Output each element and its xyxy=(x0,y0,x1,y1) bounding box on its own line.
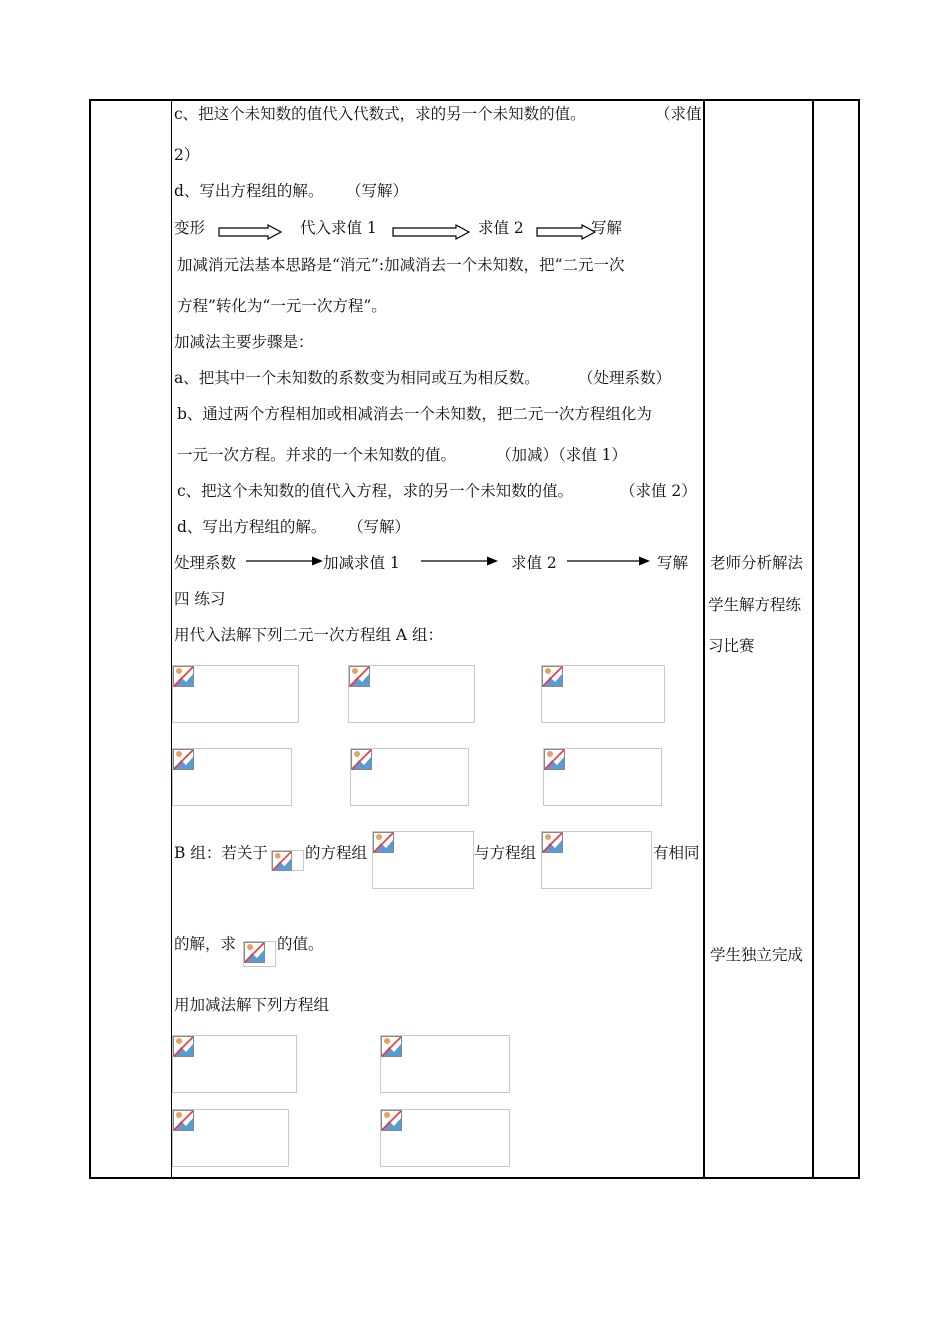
equation-image-c4 xyxy=(380,1109,510,1167)
group-b-text-5: 的解，求 xyxy=(174,935,237,953)
independent-work-note: 学生独立完成 xyxy=(710,946,804,964)
elim-step-d-tag: （写解） xyxy=(348,518,411,536)
arrow-right-icon xyxy=(567,555,651,567)
hollow-arrow-icon xyxy=(218,224,282,240)
broken-image-icon xyxy=(244,942,266,964)
arrow-right-icon xyxy=(246,555,324,567)
step-d-tag: （写解） xyxy=(346,182,409,200)
elim-step-a-tag: （处理系数） xyxy=(578,369,672,387)
broken-image-icon xyxy=(173,1036,195,1058)
flow1-step-3: 求值 2 xyxy=(478,219,524,237)
broken-image-icon xyxy=(272,851,293,872)
elim-step-b-tag: （加减）（求值 1） xyxy=(496,446,628,464)
equation-image-b2 xyxy=(541,831,652,889)
elim-step-b-line-1: b、通过两个方程相加或相减消去一个未知数，把二元一次方程组化为 xyxy=(177,405,652,423)
hollow-arrow-icon xyxy=(536,224,596,240)
group-b-text-4: 有相同 xyxy=(653,844,700,862)
table-column-divider-3 xyxy=(812,99,814,1179)
group-b-text-2: 的方程组 xyxy=(305,844,368,862)
equation-image-a1 xyxy=(172,665,299,723)
teacher-activity-note: 老师分析解法 xyxy=(710,554,804,572)
practice-group-a-heading: 用代入法解下列二元一次方程组 A 组： xyxy=(174,626,444,644)
elim-step-c: c、把这个未知数的值代入方程，求的另一个未知数的值。 xyxy=(177,482,574,500)
flow2-step-3: 求值 2 xyxy=(511,554,557,572)
hollow-arrow-icon xyxy=(392,224,470,240)
broken-image-icon xyxy=(173,666,195,688)
student-activity-note-2: 习比赛 xyxy=(708,637,755,655)
practice-elimination-heading: 用加减法解下列方程组 xyxy=(174,996,330,1014)
equation-image-a5 xyxy=(350,748,469,806)
inline-image-variable-2 xyxy=(243,941,276,967)
group-b-text-1: B 组：若关于 xyxy=(174,844,268,862)
equation-image-a3 xyxy=(541,665,665,723)
broken-image-icon xyxy=(173,1110,195,1132)
step-c-line: c、把这个未知数的值代入代数式，求的另一个未知数的值。 xyxy=(174,105,586,123)
step-d-line: d、写出方程组的解。 xyxy=(174,182,324,200)
broken-image-icon xyxy=(349,666,371,688)
elim-step-a: a、把其中一个未知数的系数变为相同或互为相反数。 xyxy=(174,369,540,387)
inline-image-variable-1 xyxy=(271,850,304,871)
table-left-border xyxy=(89,99,91,1179)
elim-step-b-line-2: 一元一次方程。并求的一个未知数的值。 xyxy=(177,446,457,464)
elimination-steps-heading: 加减法主要步骤是： xyxy=(174,333,314,351)
elim-step-d: d、写出方程组的解。 xyxy=(177,518,327,536)
equation-image-b1 xyxy=(372,831,474,889)
broken-image-icon xyxy=(542,832,564,854)
equation-image-a2 xyxy=(348,665,475,723)
broken-image-icon xyxy=(381,1036,403,1058)
equation-image-c3 xyxy=(172,1109,289,1167)
equation-image-c2 xyxy=(380,1035,510,1093)
flow1-step-1: 变形 xyxy=(174,219,206,237)
elimination-idea-line-1: 加减消元法基本思路是“消元”:加减消去一个未知数，把“二元一次 xyxy=(177,256,625,274)
section-4-heading: 四 练习 xyxy=(174,590,226,608)
flow1-step-2: 代入求值 1 xyxy=(300,219,377,237)
table-column-divider-1 xyxy=(171,99,172,1179)
elim-step-c-tag: （求值 2） xyxy=(620,482,697,500)
flow2-step-2: 加减求值 1 xyxy=(323,554,400,572)
broken-image-icon xyxy=(351,749,373,771)
equation-image-a6 xyxy=(543,748,662,806)
table-top-border xyxy=(89,99,860,101)
flow2-step-1: 处理系数 xyxy=(174,554,237,572)
flow1-step-4: 写解 xyxy=(591,219,623,237)
table-column-divider-2 xyxy=(703,99,705,1179)
table-right-border xyxy=(858,99,860,1179)
broken-image-icon xyxy=(381,1110,403,1132)
step-c-tag-b: 2） xyxy=(174,146,200,164)
table-bottom-border xyxy=(89,1177,860,1179)
group-b-text-6: 的值。 xyxy=(277,935,324,953)
arrow-right-icon xyxy=(421,555,499,567)
elimination-idea-line-2: 方程”转化为“一元一次方程”。 xyxy=(177,297,387,315)
broken-image-icon xyxy=(544,749,566,771)
broken-image-icon xyxy=(542,666,564,688)
step-c-tag-a: （求值 xyxy=(655,105,702,123)
equation-image-a4 xyxy=(172,748,292,806)
equation-image-c1 xyxy=(172,1035,297,1093)
student-activity-note-1: 学生解方程练 xyxy=(708,596,802,614)
broken-image-icon xyxy=(373,832,395,854)
broken-image-icon xyxy=(173,749,195,771)
flow2-step-4: 写解 xyxy=(657,554,689,572)
group-b-text-3: 与方程组 xyxy=(474,844,537,862)
